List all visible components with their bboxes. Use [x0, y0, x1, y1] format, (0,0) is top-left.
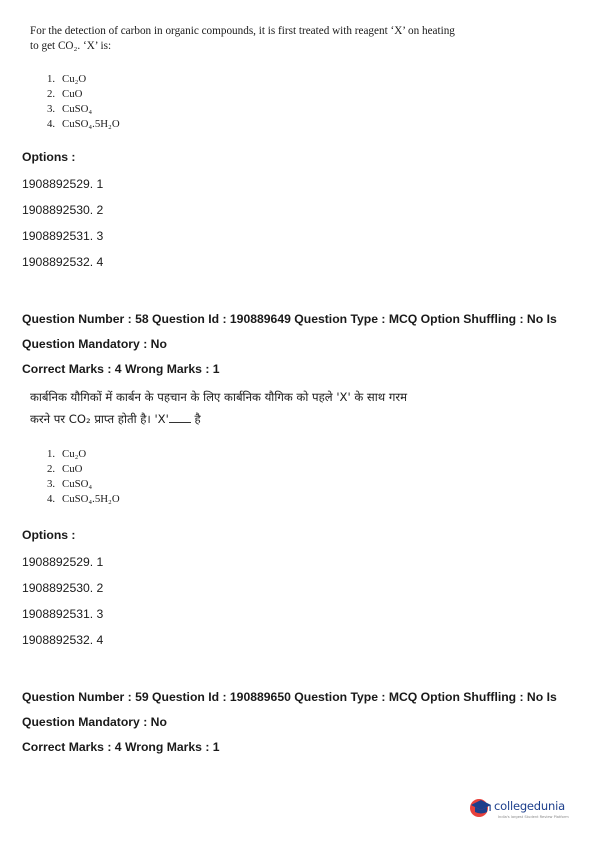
q58-choice-3: 3. CuSO₄	[47, 478, 93, 490]
answer-blank	[169, 413, 191, 423]
logo-wordmark: collegedunia	[494, 799, 565, 813]
q57-question-line-1: For the detection of carbon in organic compounds, it is first treated with reagent ‘X’ on heating	[30, 25, 455, 37]
q58-options-label: Options :	[22, 528, 76, 542]
q58-header-line-1: Question Number : 58 Question Id : 190889649 Question Type : MCQ Option Shuffling : No Is	[22, 312, 557, 326]
q57-choice-list	[47, 72, 120, 132]
q58-option-1: 1908892529. 1	[22, 555, 104, 569]
q59-header-line-2: Question Mandatory : No	[22, 715, 167, 729]
q58-option-4: 1908892532. 4	[22, 633, 104, 647]
logo-tagline: India's largest Student Review Platform	[498, 815, 569, 819]
q58-choice-2: 2. CuO	[47, 463, 83, 475]
q59-header-line-1: Question Number : 59 Question Id : 190889650 Question Type : MCQ Option Shuffling : No Is	[22, 690, 557, 704]
q57-choice-1: 1. Cu₂O	[47, 73, 87, 85]
q57-question-text	[30, 24, 470, 54]
q57-choice-4: 4. CuSO₄.5H₂O	[47, 118, 120, 130]
q58-header-line-2: Question Mandatory : No	[22, 337, 167, 351]
q58-option-3: 1908892531. 3	[22, 607, 104, 621]
q58-choice-4: 4. CuSO₄.5H₂O	[47, 493, 120, 505]
q58-marks: Correct Marks : 4 Wrong Marks : 1	[22, 362, 220, 376]
q57-options-label: Options :	[22, 150, 76, 164]
q58-question-text-hindi	[30, 386, 407, 430]
q57-option-4: 1908892532. 4	[22, 255, 104, 269]
q58-hindi-line-1: कार्बनिक यौगिकों में कार्बन के पहचान के लिए कार्बनिक यौगिक को पहले 'X' के साथ गरम	[30, 390, 408, 404]
q57-option-3: 1908892531. 3	[22, 229, 104, 243]
q57-choice-2: 2. CuO	[47, 88, 83, 100]
graduation-cap-icon	[468, 794, 494, 820]
q57-option-1: 1908892529. 1	[22, 177, 104, 191]
q57-choice-3: 3. CuSO₄	[47, 103, 93, 115]
q58-hindi-line-2: करने पर CO₂ प्राप्त होती है। 'X' है	[30, 412, 201, 426]
q58-choice-1: 1. Cu₂O	[47, 448, 87, 460]
q59-marks: Correct Marks : 4 Wrong Marks : 1	[22, 740, 220, 754]
collegedunia-logo	[468, 792, 576, 832]
q58-option-2: 1908892530. 2	[22, 581, 104, 595]
q58-choice-list	[47, 447, 120, 507]
q57-question-line-2: to get CO₂. ‘X’ is:	[30, 40, 112, 52]
q57-option-2: 1908892530. 2	[22, 203, 104, 217]
